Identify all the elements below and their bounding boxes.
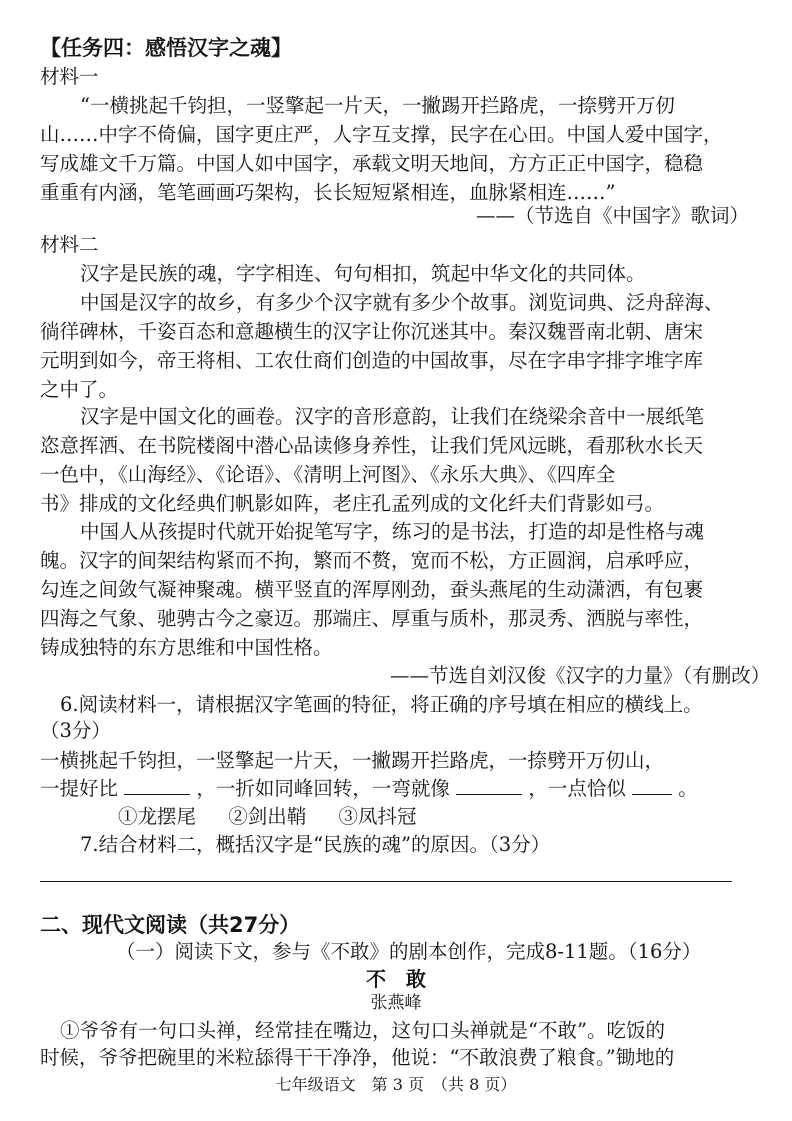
- article-paragraph-line: ①爷爷有一句口头禅，经常挂在嘴边，这句口头禅就是“不敢”。吃饭的: [60, 1019, 665, 1042]
- material2-line: 中国是汉字的故乡，有多少个汉字就有多少个故事。浏览词典、泛舟辞海、: [80, 291, 724, 314]
- material1-line: 重重有内涵，笔笔画画巧架构，长长短短紧相连，血脉紧相连……”: [40, 181, 616, 204]
- material2-line: 恣意挥洒、在书院楼阁中潜心品读修身养性，让我们凭风远眺，看那秋水长天: [40, 434, 704, 457]
- page-footer: 七年级语文 第 3 页 （共 8 页）: [275, 1075, 517, 1094]
- material2-line: 元明到如今，帝王将相、工农仕商们创造的中国故事，尽在字串字排字堆字库: [40, 349, 704, 372]
- material2-line: 汉字是民族的魂，字字相连、句句相扣，筑起中华文化的共同体。: [80, 262, 646, 285]
- material1-line: 山……中字不倚偏，国字更庄严，人字互支撑，民字在心田。中国人爱中国字，: [40, 123, 723, 146]
- answer-blank[interactable]: [632, 776, 672, 795]
- article-title: 不 敢: [366, 967, 426, 991]
- material2-line: 徜徉碑林，千姿百态和意趣横生的汉字让你沉迷其中。秦汉魏晋南北朝、唐宋: [40, 320, 704, 343]
- option-item: ①龙摆尾: [118, 805, 197, 828]
- material2-line: 铸成独特的东方思维和中国性格。: [40, 636, 333, 659]
- task-heading: 【任务四：感悟汉字之魂】: [40, 36, 292, 60]
- material1-line: 写成雄文千万篇。中国人如中国字，承载文明天地间，方方正正中国字，稳稳: [40, 152, 704, 175]
- material1-label: 材料一: [40, 65, 99, 88]
- q6-fill-line: [40, 776, 698, 802]
- q6-score: （3分）: [40, 719, 111, 742]
- material2-line: 之中了。: [40, 378, 119, 401]
- q6-segment: 一提好比: [40, 777, 119, 800]
- answer-line[interactable]: [40, 881, 732, 882]
- section-heading: 二、现代文阅读（共27分）: [40, 913, 301, 937]
- material2-line: 一色中，《山海经》、《论语》、《清明上河图》、《永乐大典》、《四库全: [40, 463, 616, 486]
- q6-segment: 。: [678, 777, 698, 800]
- material2-line: 中国人从孩提时代就开始捉笔写字，练习的是书法，打造的却是性格与魂: [80, 520, 705, 543]
- option-item: ③凤抖冠: [338, 805, 417, 828]
- material2-line: 魄。汉字的间架结构紧而不拘，繁而不赘，宽而不松，方正圆润，启承呼应，: [40, 549, 704, 572]
- q6-segment: ，一折如同峰回转，一弯就像: [196, 777, 450, 800]
- q7-prompt: 7.结合材料二，概括汉字是“民族的魂”的原因。（3分）: [80, 833, 551, 856]
- article-paragraph-line: 时候，爷爷把碗里的米粒舔得干干净净，他说：“不敢浪费了粮食。”锄地的: [40, 1046, 675, 1069]
- q6-prompt: 6.阅读材料一，请根据汉字笔画的特征，将正确的序号填在相应的横线上。: [60, 693, 703, 716]
- article-author: 张燕峰: [370, 993, 422, 1013]
- material2-label: 材料二: [40, 233, 99, 256]
- q6-segment: ，一点恰似: [528, 777, 626, 800]
- option-item: ②剑出鞘: [228, 805, 307, 828]
- q6-text-line: 一横挑起千钧担，一竖擎起一片天，一撇踢开拦路虎，一捺劈开万仞山，: [40, 749, 665, 772]
- material2-line: 勾连之间敛气凝神聚魂。横平竖直的浑厚刚劲，蚕头燕尾的生动潇洒，有包裹: [40, 578, 704, 601]
- material2-line: 汉字是中国文化的画卷。汉字的音形意韵，让我们在绕梁余音中一展纸笔: [80, 405, 705, 428]
- material2-source: ——节选自刘汉俊《汉字的力量》（有删改）: [390, 664, 771, 687]
- material2-line: 四海之气象、驰骋古今之豪迈。那端庄、厚重与质朴，那灵秀、洒脱与率性，: [40, 607, 704, 630]
- answer-blank[interactable]: [124, 776, 190, 795]
- q6-options: [118, 804, 442, 830]
- material2-line: 书》排成的文化经典们帆影如阵，老庄孔孟列成的文化纤夫们背影如弓。: [40, 492, 665, 515]
- answer-blank[interactable]: [456, 776, 522, 795]
- section-subheading: （一）阅读下文，参与《不敢》的剧本创作，完成8-11题。（16分）: [116, 940, 702, 963]
- material1-line: “一横挑起千钧担，一竖擎起一片天，一撇踢开拦路虎，一捺劈开万仞: [80, 94, 675, 117]
- material1-source: ——（节选自《中国字》歌词）: [476, 204, 750, 227]
